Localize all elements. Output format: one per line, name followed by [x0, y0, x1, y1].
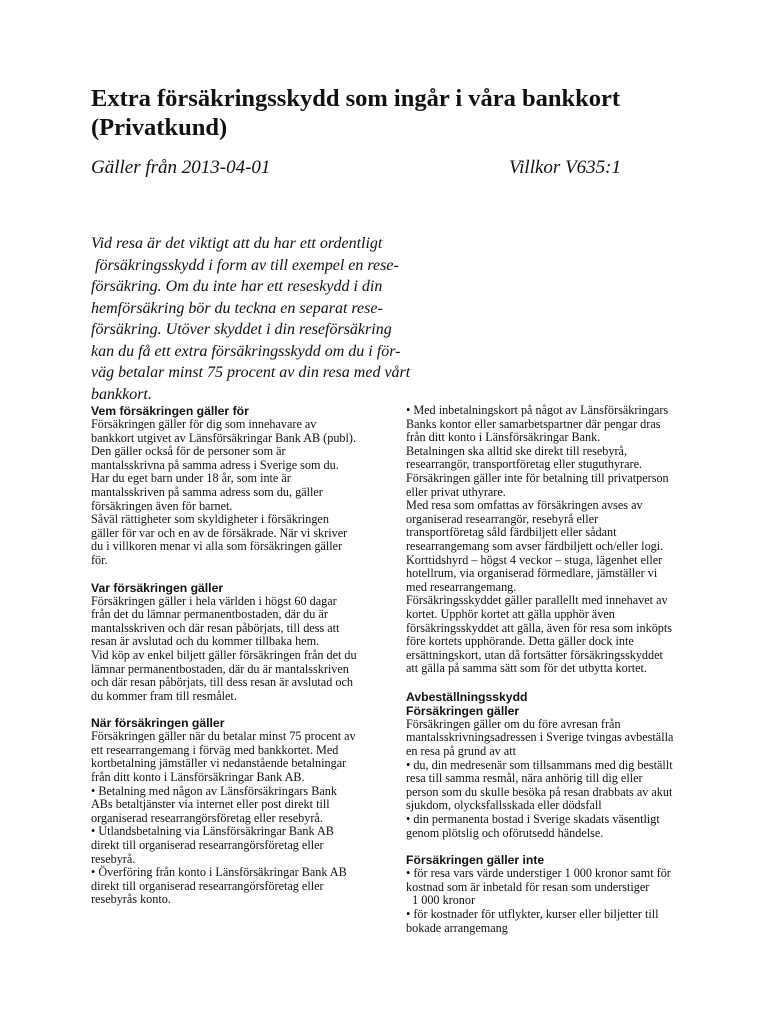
text-line: Försäkringen gäller när du betalar minst 75 procent av	[91, 729, 356, 744]
text-line: direkt till organiserad researrangörsföretag eller	[91, 838, 324, 853]
section-heading: Försäkringen gäller inte	[406, 853, 545, 868]
valid-from: Gäller från 2013-04-01	[91, 157, 271, 178]
terms-code: Villkor V635:1	[508, 157, 621, 178]
text-line: resebyrå.	[91, 851, 136, 866]
intro-line: väg betalar minst 75 procent av din resa med vårt	[91, 364, 411, 381]
section-avbestallning	[406, 690, 706, 840]
section-subheading: Försäkringen gäller	[406, 703, 520, 718]
text-line: mantalsskriven på samma adress som du, gäller	[91, 484, 323, 499]
intro-paragraph	[91, 233, 421, 405]
text-line: mantalsskrivna på samma adress i Sverige som du.	[91, 457, 339, 472]
section-galler-inte	[406, 853, 706, 935]
text-line: • Med inbetalningskort på något av Länsförsäkringars	[406, 403, 669, 417]
text-line: person som du skulle besöka på resan drabbats av akut	[406, 784, 673, 799]
text-line: kortet. Upphör kortet att gälla upphör även	[406, 606, 615, 621]
text-line: resa till samma resmål, nära anhörig till dig eller	[406, 771, 643, 786]
text-line: 1 000 kronor	[406, 893, 476, 908]
title-line: (Privatkund)	[91, 114, 228, 141]
text-line: Försäkringen gäller för dig som innehavare av	[91, 417, 317, 431]
text-line: • din permanenta bostad i Sverige skadats väsentligt	[406, 812, 660, 827]
text-line: du i villkoren menar vi alla som försäkringen gäller	[91, 539, 343, 554]
text-line: mantalsskrivningsadressen i Sverige tvingas avbeställa	[406, 730, 674, 745]
text-line: med researrangemang.	[406, 579, 517, 594]
text-line: en resa på grund av att	[406, 744, 516, 759]
intro-line: försäkring. Utöver skyddet i din reseförsäkring	[91, 321, 392, 338]
text-line: Den gäller också för de personer som är	[91, 444, 286, 459]
section-heading: Vem försäkringen gäller för	[91, 404, 249, 418]
text-line: • du, din medresenär som tillsammans med dig beställt	[406, 757, 673, 772]
text-line: researrangör, transportföretag eller stuguthyrare.	[406, 457, 643, 472]
text-line: ersättningskort, utan då fortsätter försäkringsskyddet	[406, 647, 663, 662]
text-line: du kommer fram till resmålet.	[91, 688, 237, 703]
text-line: • Utlandsbetalning via Länsförsäkringar Bank AB	[91, 824, 334, 839]
text-line: före kortets upphörande. Detta gäller dock inte	[406, 634, 634, 649]
section-nar	[91, 716, 391, 907]
text-line: resebyrås konto.	[91, 892, 171, 907]
text-line: ett researrangemang i förväg med bankkortet. Med	[91, 742, 339, 757]
section-body	[406, 867, 706, 935]
text-line: ABs betaltjänster via internet eller post direkt till	[91, 797, 330, 812]
text-line: Banks kontor eller samarbetspartner där pengar dras	[406, 416, 661, 431]
text-line: bankkort utgivet av Länsförsäkringar Bank AB (publ).	[91, 430, 357, 445]
text-line: researrangemang som avser färdbiljett och/eller logi.	[406, 538, 664, 553]
section-vem	[91, 404, 391, 568]
text-line: kortbetalning jämställer vi nedanstående betalningar	[91, 756, 347, 771]
text-line: hotellrum, via organiserad förmedlare, jämställer vi	[406, 566, 658, 581]
right-column	[406, 404, 706, 935]
text-line: organiserad researrangörsföretag eller resebyrå.	[91, 810, 323, 825]
text-line: försäkringen även för barnet.	[91, 498, 233, 513]
text-line: gäller för var och en av de försäkrade. När vi skriver	[91, 525, 348, 540]
text-line: • Överföring från konto i Länsförsäkringar Bank AB	[91, 865, 347, 880]
intro-line: försäkringsskydd i form av till exempel en rese-	[91, 256, 399, 274]
text-line: Har du eget barn under 18 år, som inte är	[91, 471, 291, 486]
text-line: lämnar permanentbostaden, där du är mantalsskriven	[91, 661, 349, 676]
intro-line: Vid resa är det viktigt att du har ett ordentligt	[91, 235, 383, 252]
section-heading: Var försäkringen gäller	[91, 580, 224, 595]
text-line: Såväl rättigheter som skyldigheter i försäkringen	[91, 512, 329, 527]
text-line: försäkringsskyddet att gälla, även för resa som inköpts	[406, 620, 673, 635]
text-line: Vid köp av enkel biljett gäller försäkringen från det du	[91, 647, 357, 662]
text-line: genom plötslig och oförutsedd händelse.	[406, 825, 604, 840]
section-body	[91, 418, 391, 568]
intro-line: kan du få ett extra försäkringsskydd om du i för-	[91, 342, 401, 360]
text-line: från ditt konto i Länsförsäkringar Bank.	[406, 430, 601, 445]
text-line: eller privat uthyrare.	[406, 484, 506, 499]
text-line: Betalningen ska alltid ske direkt till resebyrå,	[406, 443, 628, 458]
text-line: och där resan påbörjats, till dess resan är avslutad och	[91, 675, 353, 690]
text-line: Korttidshyrd – högst 4 veckor – stuga, lägenhet eller	[406, 552, 663, 567]
section-continued	[406, 404, 706, 676]
text-line: resan är avslutad och du kommer tillbaka hem.	[91, 634, 320, 649]
text-line: transportföretag såld färdbiljett eller sådant	[406, 525, 617, 540]
document-title	[91, 84, 691, 142]
text-line: Försäkringsskyddet gäller parallellt med innehavet av	[406, 593, 668, 608]
text-line: mantalsskriven och där resan påbörjats, till dess att	[91, 620, 340, 635]
text-line: Med resa som omfattas av försäkringen avses av	[406, 498, 643, 513]
text-line: Försäkringen gäller inte för betalning till privatperson	[406, 470, 669, 485]
text-line: för.	[91, 552, 108, 567]
text-line: bokade arrangemang	[406, 920, 508, 935]
text-line: Försäkringen gäller i hela världen i högst 60 dagar	[91, 593, 337, 608]
text-line: direkt till organiserad researrangörsföretag eller	[91, 878, 324, 893]
text-line: sjukdom, olycksfallsskada eller dödsfall	[406, 798, 602, 813]
text-line: • för kostnader för utflykter, kurser eller biljetter till	[406, 907, 659, 921]
section-body	[91, 595, 391, 704]
title-line: Extra försäkringsskydd som ingår i våra bankkort	[91, 85, 621, 112]
text-line: • för resa vars värde understiger 1 000 kronor samt för	[406, 866, 671, 881]
meta-row	[91, 156, 621, 180]
text-line: Försäkringen gäller om du före avresan från	[406, 716, 621, 731]
section-var	[91, 581, 391, 704]
left-column	[91, 404, 391, 907]
text-line: från det du lämnar permanentbostaden, där du är	[91, 607, 328, 622]
section-heading: Avbeställningsskydd	[406, 689, 528, 704]
text-line: • Betalning med någon av Länsförsäkringars Bank	[91, 783, 337, 798]
intro-line: försäkring. Om du inte har ett reseskydd i din	[91, 278, 383, 295]
section-body	[91, 730, 391, 907]
section-heading: När försäkringen gäller	[91, 716, 225, 731]
text-line: från ditt konto i Länsförsäkringar Bank AB.	[91, 770, 305, 785]
text-line: kostnad som är inbetald för resan som understiger	[406, 879, 650, 894]
intro-line: hemförsäkring bör du teckna en separat rese-	[91, 299, 383, 317]
section-body	[406, 718, 706, 840]
text-line: att gälla på samma sätt som för det utbytta kortet.	[406, 661, 647, 676]
text-line: organiserad researrangör, resebyrå eller	[406, 511, 599, 526]
intro-line: bankkort.	[91, 385, 152, 403]
